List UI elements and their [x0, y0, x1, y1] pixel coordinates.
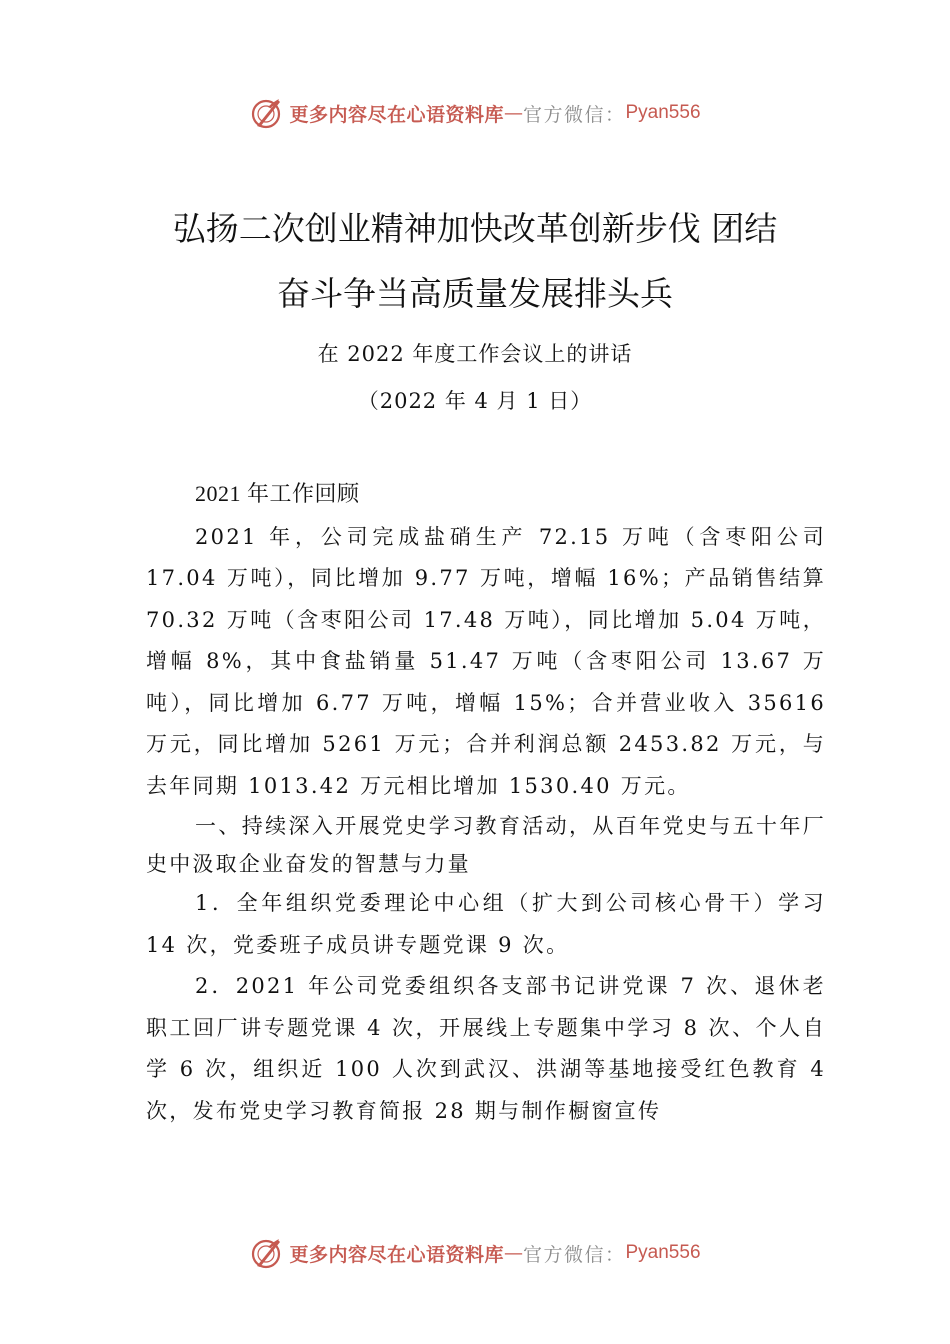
list-item-1: 1．全年组织党委理论中心组（扩大到公司核心骨干）学习 14 次，党委班子成员讲专题党课 9 次。 [146, 891, 826, 957]
watermark-dash: — [503, 102, 523, 124]
watermark-official-label: 官方微信： [522, 103, 626, 126]
paragraph-summary: 2021 年，公司完成盐硝生产 72.15 万吨（含枣阳公司 17.04 万吨），同比增加 9.77 万吨，增幅 16%；产品销售结算 70.32 万吨（含枣阳公司 17.48 万吨），同比增加 5.04 万吨，增幅 8%，其中食盐销量 51.47 万吨（含枣阳公司 13.67 万吨），同比增加 6.77 万吨，增幅 15%；合并营业收入 35616 万元，同比增加 5261 万元；合并利润总额 2453.82 万元，与去年同期 1013.42 万元相比增加 1530.40 万元。 [146, 524, 826, 798]
quill-seal-icon [249, 96, 283, 130]
watermark-dash: — [503, 1242, 523, 1264]
watermark-wechat-id: Pyan556 [625, 1242, 701, 1263]
document-date: （2022 年 4 月 1 日） [357, 389, 593, 413]
section-heading-review: 2021 年工作回顾 [195, 481, 360, 506]
watermark-official-label: 官方微信： [522, 1243, 626, 1266]
watermark-wechat-id: Pyan556 [625, 102, 701, 123]
document-title-line2: 奋斗争当高质量发展排头兵 [277, 274, 673, 313]
document-body [146, 473, 826, 1132]
document-title-line1: 弘扬二次创业精神加快改革创新步伐 团结 [172, 209, 778, 248]
list-item-2: 2．2021 年公司党委组织各支部书记讲党课 7 次、退休老职工回厂讲专题党课 4 次，开展线上专题集中学习 8 次、个人自学 6 次，组织近 100 人次到武汉、洪湖等基地接受红色教育 4 次，发布党史学习教育简报 28 期与制作橱窗宣传 [146, 974, 827, 1123]
watermark-header [0, 96, 950, 130]
watermark-footer [0, 1236, 950, 1270]
document-subtitle: 在 2022 年度工作会议上的讲话 [317, 342, 633, 366]
section-heading-1: 一、持续深入开展党史学习教育活动，从百年党史与五十年厂史中汲取企业奋发的智慧与力量 [146, 814, 826, 876]
watermark-brand: 更多内容尽在心语资料库 [289, 103, 504, 126]
watermark-brand: 更多内容尽在心语资料库 [289, 1243, 504, 1266]
quill-seal-icon [249, 1236, 283, 1270]
